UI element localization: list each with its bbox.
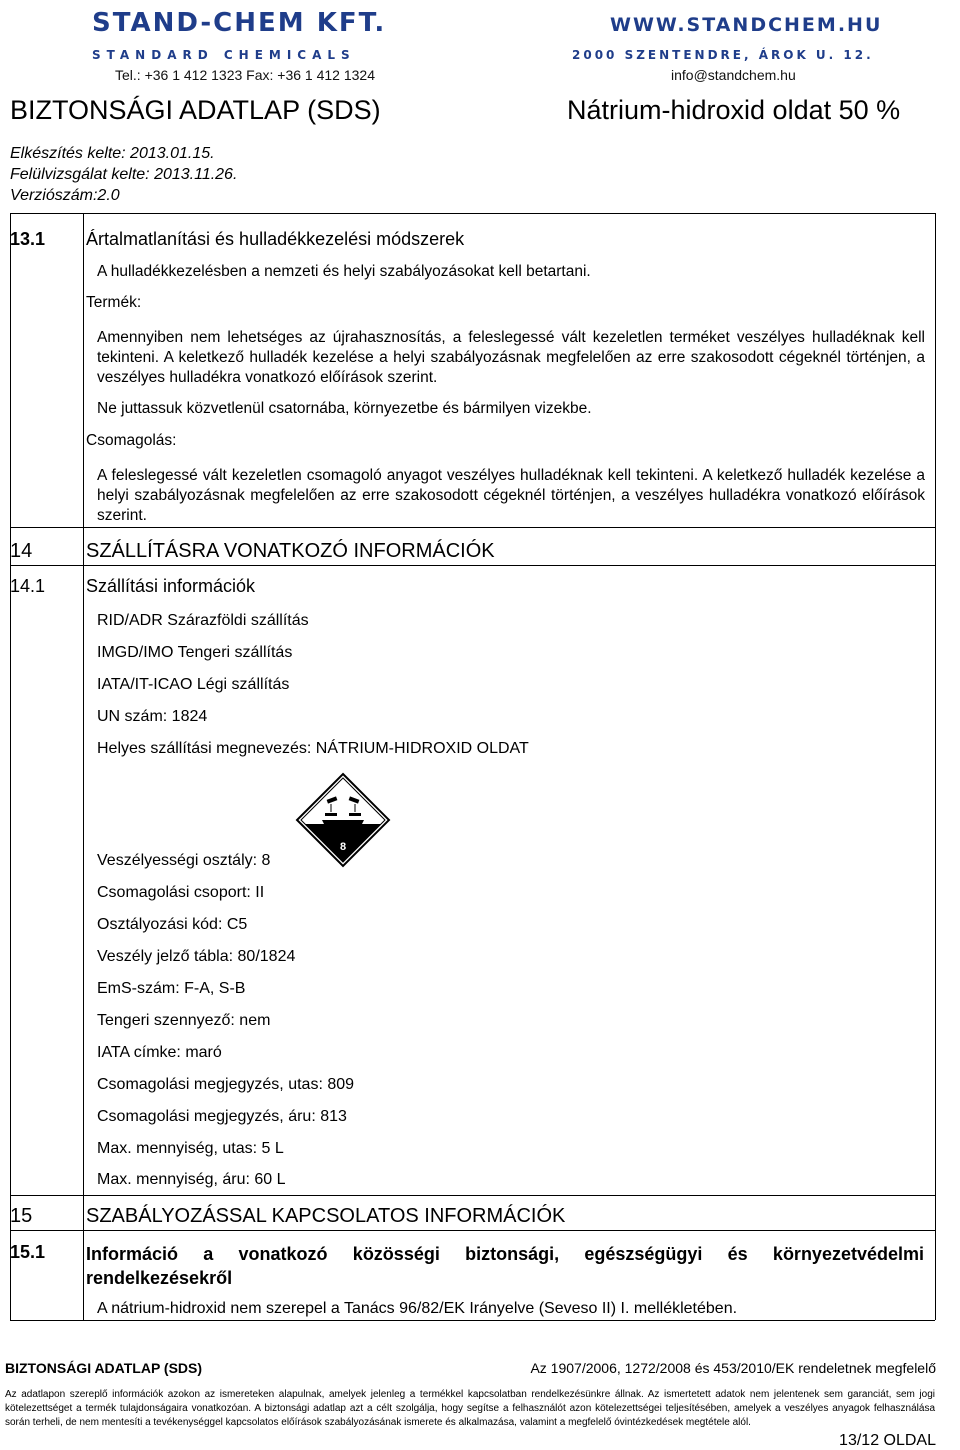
- section-divider-15-151: [10, 1230, 935, 1231]
- section-15-1-number: 15.1: [10, 1242, 46, 1262]
- section-column-divider: [83, 213, 84, 1320]
- transport-item: IMGD/IMO Tengeri szállítás: [97, 644, 293, 661]
- section-14-1-title: Szállítási információk: [86, 576, 256, 596]
- shipping-name: Helyes szállítási megnevezés: NÁTRIUM-HIDROXID OLDAT: [97, 740, 529, 757]
- max-quantity-passenger: Max. mennyiség, utas: 5 L: [97, 1140, 284, 1157]
- company-email: info@standchem.hu: [671, 67, 796, 83]
- section-13-paragraph-4: A feleslegessé vált kezeletlen csomagoló anyagot veszélyes hulladéknak kell tekinteni. A keletkező hulladék kezelése a helyi szabályozásnak megfelelően az erre szakosodott cégeknél történjen, a veszélyes hulladékra vonatkozó előírások szerint.: [97, 467, 925, 524]
- transport-item: IATA/IT-ICAO Légi szállítás: [97, 676, 290, 693]
- section-13-paragraph-2: Amennyiben nem lehetséges az újrahasznosítás, a feleslegessé vált kezeletlen terméket veszélyes hulladéknak kell tekinteni. A keletkező hulladék kezelése a helyi szabályozásnak megfelelően az erre szakosodott cégeknél történjen, a veszélyes hulladékra vonatkozó előírások szerint.: [97, 329, 925, 386]
- company-website: WWW.STANDCHEM.HU: [610, 14, 883, 36]
- section-13-paragraph-1: A hulladékkezelésben a nemzeti és helyi szabályozásokat kell betartani.: [97, 263, 591, 280]
- max-quantity-cargo: Max. mennyiség, áru: 60 L: [97, 1171, 286, 1188]
- section-border-left: [10, 213, 11, 1320]
- company-phone: Tel.: +36 1 412 1323 Fax: +36 1 412 1324: [115, 67, 375, 83]
- section-border-top: [10, 213, 935, 214]
- hazard-plate: Veszély jelző tábla: 80/1824: [97, 948, 296, 965]
- footer-disclaimer: Az adatlapon szereplő információk azokon az ismereteken alapulnak, amelyek jelenleg a termékkel kapcsolatban rendelkezésünkre állnak. Az ismertetett adatok nem jelentenek sem garanciát, sem jogi kötelezettséget a termék tulajdonságaira vonatkozóan. A biztonsági adatlap azt a célt szolgálja, hogy segítse a felhasználót azon kötelezettségei teljesítésében, amelyek a veszélyes anyagok felhasználása során terheli, de nem mentesíti a tevékenységgel kapcsolatos előírások szabályozásának ismerete és alkalmazása, valamint a megfelelő óvintézkedések megtétele alól.: [5, 1389, 935, 1428]
- packing-note-cargo: Csomagolási megjegyzés, áru: 813: [97, 1108, 347, 1125]
- un-number: UN szám: 1824: [97, 708, 208, 725]
- company-address: 2000 SZENTENDRE, ÁROK U. 12.: [572, 48, 874, 62]
- product-label: Termék:: [86, 294, 142, 311]
- classification-code: Osztályozási kód: C5: [97, 916, 248, 933]
- section-divider-14-141: [10, 565, 935, 566]
- section-14-title: SZÁLLÍTÁSRA VONATKOZÓ INFORMÁCIÓK: [86, 540, 495, 562]
- footer-regulation: Az 1907/2006, 1272/2008 és 453/2010/EK rendeletnek megfelelő: [530, 1360, 936, 1376]
- section-13-1-title: Ártalmatlanítási és hulladékkezelési módszerek: [86, 229, 465, 249]
- hazard-class: Veszélyességi osztály: 8: [97, 852, 271, 869]
- footer-doc-title: BIZTONSÁGI ADATLAP (SDS): [5, 1360, 203, 1376]
- company-tagline: STANDARD CHEMICALS: [92, 48, 356, 62]
- section-divider-14-15: [10, 1195, 935, 1196]
- section-14-1-number: 14.1: [10, 576, 46, 596]
- section-13-1-number: 13.1: [10, 229, 46, 249]
- section-border-bottom: [10, 1320, 935, 1321]
- version-number: Verziószám:2.0: [10, 187, 120, 204]
- corrosive-hazard-icon: [295, 772, 391, 868]
- section-14-number: 14: [10, 540, 33, 562]
- product-name: Nátrium-hidroxid oldat 50 %: [567, 95, 901, 125]
- page-number: 13/12 OLDAL: [839, 1432, 936, 1449]
- transport-item: RID/ADR Szárazföldi szállítás: [97, 612, 309, 629]
- reviewed-date: Felülvizsgálat kelte: 2013.11.26.: [10, 166, 238, 183]
- section-15-title: SZABÁLYOZÁSSAL KAPCSOLATOS INFORMÁCIÓK: [86, 1205, 566, 1227]
- company-name: STAND-CHEM KFT.: [92, 8, 387, 38]
- section-15-1-title: Információ a vonatkozó közösségi biztonsági, egészségügyi és környezetvédelmi rendelkezésekről: [86, 1244, 924, 1288]
- document-title: BIZTONSÁGI ADATLAP (SDS): [10, 95, 381, 125]
- section-divider-13-14: [10, 527, 935, 528]
- packaging-label: Csomagolás:: [86, 432, 177, 449]
- section-15-number: 15: [10, 1205, 33, 1227]
- packing-group: Csomagolási csoport: II: [97, 884, 265, 901]
- ems-number: EmS-szám: F-A, S-B: [97, 980, 246, 997]
- section-13-paragraph-3: Ne juttassuk közvetlenül csatornába, környezetbe és bármilyen vizekbe.: [97, 400, 592, 417]
- iata-label: IATA címke: maró: [97, 1044, 222, 1061]
- section-15-paragraph: A nátrium-hidroxid nem szerepel a Tanács 96/82/EK Irányelve (Seveso II) I. mellékletében.: [97, 1300, 738, 1317]
- created-date: Elkészítés kelte: 2013.01.15.: [10, 145, 215, 162]
- packing-note-passenger: Csomagolási megjegyzés, utas: 809: [97, 1076, 355, 1093]
- hazard-class-number: 8: [339, 841, 347, 853]
- marine-pollutant: Tengeri szennyező: nem: [97, 1012, 271, 1029]
- section-border-right: [935, 213, 936, 1320]
